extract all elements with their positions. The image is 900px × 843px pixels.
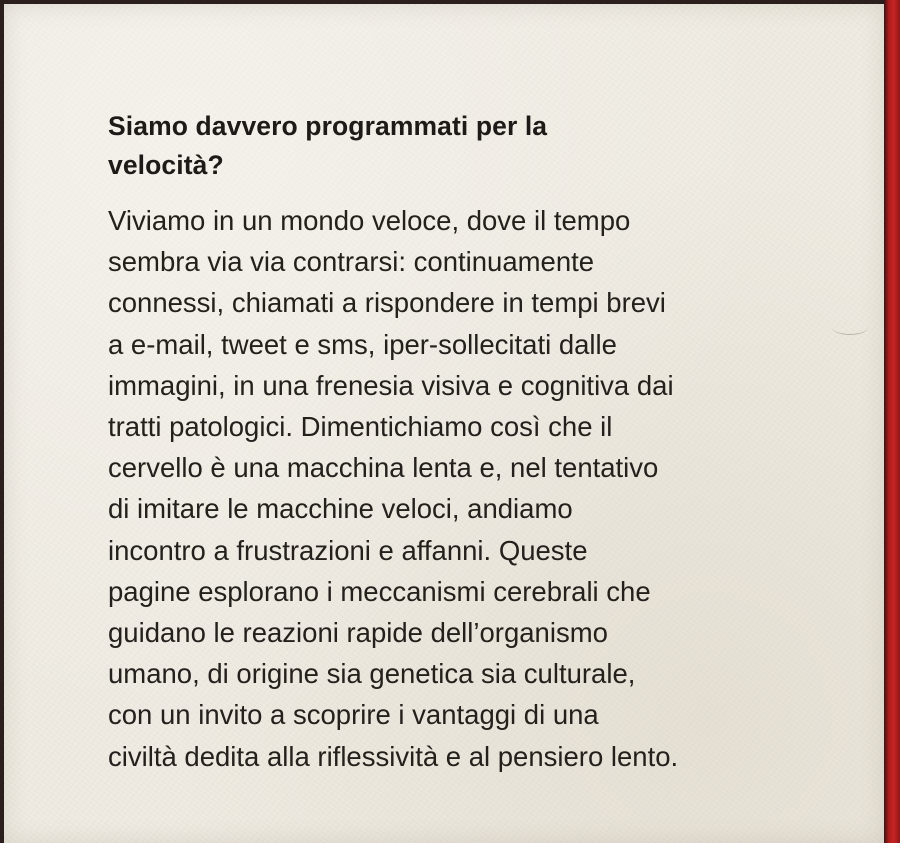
heading-line-1: Siamo davvero programmati per la bbox=[108, 111, 548, 141]
body-line: a e-mail, tweet e sms, iper-sollecitati dalle bbox=[108, 328, 617, 360]
body-line: Viviamo in un mondo veloce, dove il tempo bbox=[108, 205, 631, 236]
body-line: di imitare le macchine veloci, andiamo bbox=[108, 493, 573, 525]
body-line: incontro a frustrazioni e affanni. Queste bbox=[108, 534, 588, 566]
body-line: pagine esplorano i meccanismi cerebrali che bbox=[108, 575, 651, 607]
body-line: con un invito a scoprire i vantaggi di una bbox=[108, 699, 599, 731]
body-line: guidano le reazioni rapide dell’organismo bbox=[108, 617, 608, 649]
heading-line-2: velocità? bbox=[108, 150, 224, 180]
paper-crease-mark bbox=[832, 320, 868, 335]
red-spine-edge bbox=[884, 0, 900, 843]
body-line: sembra via via contrarsi: continuamente bbox=[108, 246, 595, 278]
blurb-body bbox=[108, 200, 788, 777]
body-line: connessi, chiamati a rispondere in tempi brevi bbox=[108, 287, 666, 319]
body-line: cervello è una macchina lenta e, nel tentativo bbox=[108, 452, 659, 484]
blurb-heading bbox=[108, 107, 788, 185]
body-line: umano, di origine sia genetica sia culturale, bbox=[108, 658, 636, 690]
body-line: civiltà dedita alla riflessività e al pensiero lento. bbox=[108, 740, 679, 772]
body-line: immagini, in una frenesia visiva e cognitiva dai bbox=[108, 369, 674, 401]
body-line: tratti patologici. Dimentichiamo così che il bbox=[108, 411, 613, 443]
